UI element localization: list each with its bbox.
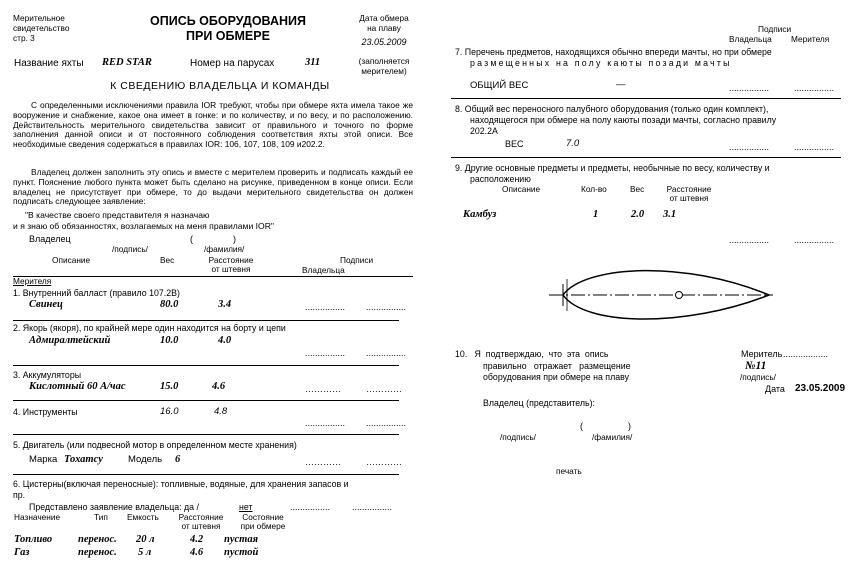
measurer-date-value: 23.05.2009: [795, 383, 846, 394]
item7-title-line1: 7. Перечень предметов, находящихся обычно впереди мачты, но при обмере: [455, 47, 772, 57]
owner-rep-label: Владелец (представитель):: [483, 398, 595, 408]
item1-divider: [13, 320, 399, 321]
col-sig-owner: Владельца: [302, 265, 345, 275]
item3-title: 3. Аккумуляторы: [13, 370, 82, 380]
col-distance: Расстояние от штевня: [208, 255, 254, 275]
owner-rep-surname-caption: /фамилия/: [592, 432, 633, 442]
col-description: Описание: [52, 255, 91, 265]
owner-paragraph: Владелец должен заполнить эту опись и вместе с мерителем проверить и подписать каждый ее пункт. Пояснение любого пункта может быть сделано на рисунке, приведенном в конце описи. Если владелец не присутствует при обмере, то до выдачи мерительного свидетельства он должен подписать следующее заявление:: [13, 167, 413, 207]
deck-weight-value: 7.0: [566, 138, 580, 149]
tank-row1-purpose: Топливо: [14, 534, 53, 545]
hull-sketch: [545, 262, 775, 332]
item7-title-line2: размещенных на полу каюты позади мачты: [470, 58, 732, 68]
item5-title: 5. Двигатель (или подвесной мотор в определенном месте хранения): [13, 440, 297, 450]
item9-col-distance: Расстояние от штевня: [666, 184, 712, 204]
item8-title-line1: 8. Общий вес переносного палубного оборудования (только один комплект),: [455, 104, 769, 114]
item3-name: Кислотный 60 А/час: [29, 381, 126, 392]
item9-distance: 3.1: [663, 209, 677, 220]
item2-name: Адмиралтейский: [29, 335, 111, 346]
deck-weight-label: ВЕС: [505, 139, 524, 149]
item8-title-line2: находящегося при обмере на полу каюты позади мачты, согласно правилу: [470, 115, 777, 125]
item9-name: Камбуз: [463, 209, 497, 220]
statement-quote-line2: и я знаю об обязанностях, возлагаемых на меня правилами IOR": [13, 221, 274, 231]
item7-owner-sign: ................: [729, 83, 770, 93]
sail-number-value: 311: [305, 57, 321, 68]
item8-measurer-sign: ................: [794, 142, 835, 152]
tank-col-capacity: Емкость: [127, 512, 159, 522]
owner-statement-no: нет: [239, 502, 253, 512]
tank-row2-state: пустой: [224, 547, 259, 558]
item4-distance: 4.8: [214, 406, 228, 417]
measurer-number: №11: [745, 360, 767, 372]
item7-measurer-sign: ................: [794, 83, 835, 93]
measure-date-value: 23.05.2009: [361, 37, 407, 47]
owner-label: Владелец: [29, 234, 71, 244]
right-sig-heading: Подписи: [758, 24, 792, 34]
item4-owner-sign: ................: [305, 418, 346, 428]
item2-owner-sign: ................: [305, 348, 346, 358]
item10-line1: 10. Я подтверждаю, что эта опись: [455, 349, 609, 359]
col-signatures: Подписи: [340, 255, 374, 265]
item9-col-weight: Вес: [630, 184, 645, 194]
item3-measurer-sign: …………: [366, 384, 402, 394]
measurer-sign-caption: /подпись/: [740, 372, 776, 382]
measurer-date-label: Дата: [765, 384, 785, 394]
item6-title-line2: пр.: [13, 490, 26, 500]
mast-position-icon: [676, 292, 683, 299]
item5-divider: [13, 474, 399, 475]
engine-brand-value: Тохатсу: [64, 454, 103, 465]
item7-divider: [451, 98, 841, 99]
page-title-line2: ПРИ ОБМЕРЕ: [186, 29, 270, 43]
item2-divider: [13, 365, 399, 366]
item2-weight: 10.0: [160, 335, 179, 346]
item9-qty: 1: [593, 209, 599, 220]
item3-distance: 4.6: [212, 381, 226, 392]
item6-measurer-sign: ................: [352, 502, 393, 512]
item1-name: Свинец: [29, 299, 63, 310]
tank-row1-capacity: 20 л: [136, 534, 155, 545]
item4-measurer-sign: ................: [366, 418, 407, 428]
col-sig-measurer: Мерителя: [13, 276, 52, 286]
notice-title: К СВЕДЕНИЮ ВЛАДЕЛЬЦА И КОМАНДЫ: [110, 80, 330, 92]
col-weight: Вес: [160, 255, 175, 265]
tank-col-type: Тип: [94, 512, 108, 522]
item6-owner-sign: ................: [290, 502, 331, 512]
engine-model-value: 6: [175, 454, 181, 465]
tank-col-purpose: Назначение: [14, 512, 61, 522]
owner-statement-label: Представлено заявление владельца: да /: [29, 502, 199, 512]
measurer-sign: ..................: [783, 349, 829, 359]
item9-title-line1: 9. Другие основные предметы и предметы, необычные по весу, количеству и: [455, 163, 770, 173]
owner-rep-sign-caption: /подпись/: [500, 432, 536, 442]
item3-weight: 15.0: [160, 381, 179, 392]
statement-quote-line1: "В качестве своего представителя я назначаю: [25, 210, 210, 220]
engine-brand-label: Марка: [29, 454, 58, 465]
item8-title-line3: 202.2А: [470, 126, 498, 136]
item9-title-line2: расположению: [470, 174, 531, 184]
item10-line2: правильно отражает размещение: [483, 361, 631, 371]
item2-title: 2. Якорь (якоря), по крайней мере один находится на борту и цепи: [13, 323, 286, 333]
tank-row1-type: перенос.: [78, 534, 117, 545]
fill-note: (заполняется мерителем): [358, 56, 410, 76]
sail-number-label: Номер на парусах: [190, 58, 275, 69]
item6-title-line1: 6. Цистерны(включая переносные): топливные, водяные, для хранения запасов и: [13, 479, 349, 489]
item9-measurer-sign: ................: [794, 235, 835, 245]
item4-weight: 16.0: [160, 406, 179, 417]
item1-weight: 80.0: [160, 299, 179, 310]
tank-row2-purpose: Газ: [14, 547, 30, 558]
tank-col-state: Состояние при обмере: [240, 512, 286, 532]
item4-title: 4. Инструменты: [13, 407, 78, 417]
stamp-label: печать: [556, 466, 582, 476]
item4-divider: [13, 434, 399, 435]
total-weight-label: ОБЩИЙ ВЕС: [470, 80, 529, 91]
yacht-name-value: RED STAR: [102, 57, 152, 68]
item5-measurer-sign: …………: [366, 457, 402, 467]
right-sig-owner: Владельца: [729, 34, 772, 44]
item1-title: 1. Внутренний балласт (правило 107.2В): [13, 288, 180, 298]
surname-parens: ( ): [190, 234, 237, 244]
item5-owner-sign: …………: [305, 457, 341, 467]
tank-row1-state: пустая: [224, 534, 258, 545]
total-weight-value: —: [616, 79, 626, 90]
right-sig-measurer: Мерителя: [791, 34, 830, 44]
item3-divider: [13, 400, 399, 401]
engine-model-label: Модель: [128, 454, 163, 465]
item8-owner-sign: ................: [729, 142, 770, 152]
item9-col-description: Описание: [502, 184, 541, 194]
item10-line3: оборудования при обмере на плаву: [483, 372, 629, 382]
surname-caption: /фамилия/: [204, 244, 245, 254]
owner-rep-parens: ( ): [580, 421, 632, 431]
item9-owner-sign: ................: [729, 235, 770, 245]
item3-owner-sign: …………: [305, 384, 341, 394]
item1-owner-sign: ................: [305, 302, 346, 312]
item2-distance: 4.0: [218, 335, 232, 346]
item1-distance: 3.4: [218, 299, 232, 310]
yacht-name-label: Название яхты: [14, 58, 84, 69]
signature-caption: /подпись/: [112, 244, 148, 254]
tank-row2-type: перенос.: [78, 547, 117, 558]
tank-row1-distance: 4.2: [190, 534, 204, 545]
rules-paragraph: С определенными исключениями правила IOR требуют, чтобы при обмере яхта имела такое же вооружение и снабжение, какое она имеет в гонке: и по количеству, и по весу, и по расположению. Действительность мерительного свидетельства зависит от правильного и точного по форме заполнения данной описи и от постоянного соблюдения соответствия яхты этой описи. Все необходимые сведения содержаться в правилах IOR: 106, 107, 108, 109 и202.2.: [13, 100, 413, 150]
certificate-label: Мерительное свидетельство стр. 3: [13, 13, 70, 43]
item8-divider: [451, 157, 841, 158]
item2-measurer-sign: ................: [366, 348, 407, 358]
tank-row2-distance: 4.6: [190, 547, 204, 558]
tank-col-distance: Расстояние от штевня: [178, 512, 224, 532]
page-title-line1: ОПИСЬ ОБОРУДОВАНИЯ: [150, 14, 306, 28]
item9-weight: 2.0: [631, 209, 645, 220]
header-divider: [13, 276, 413, 277]
tank-row2-capacity: 5 л: [138, 547, 152, 558]
item1-measurer-sign: ................: [366, 302, 407, 312]
measure-date-label: Дата обмера на плаву: [359, 13, 409, 33]
measurer-label: Меритель: [741, 349, 783, 359]
item9-col-qty: Кол-во: [581, 184, 607, 194]
